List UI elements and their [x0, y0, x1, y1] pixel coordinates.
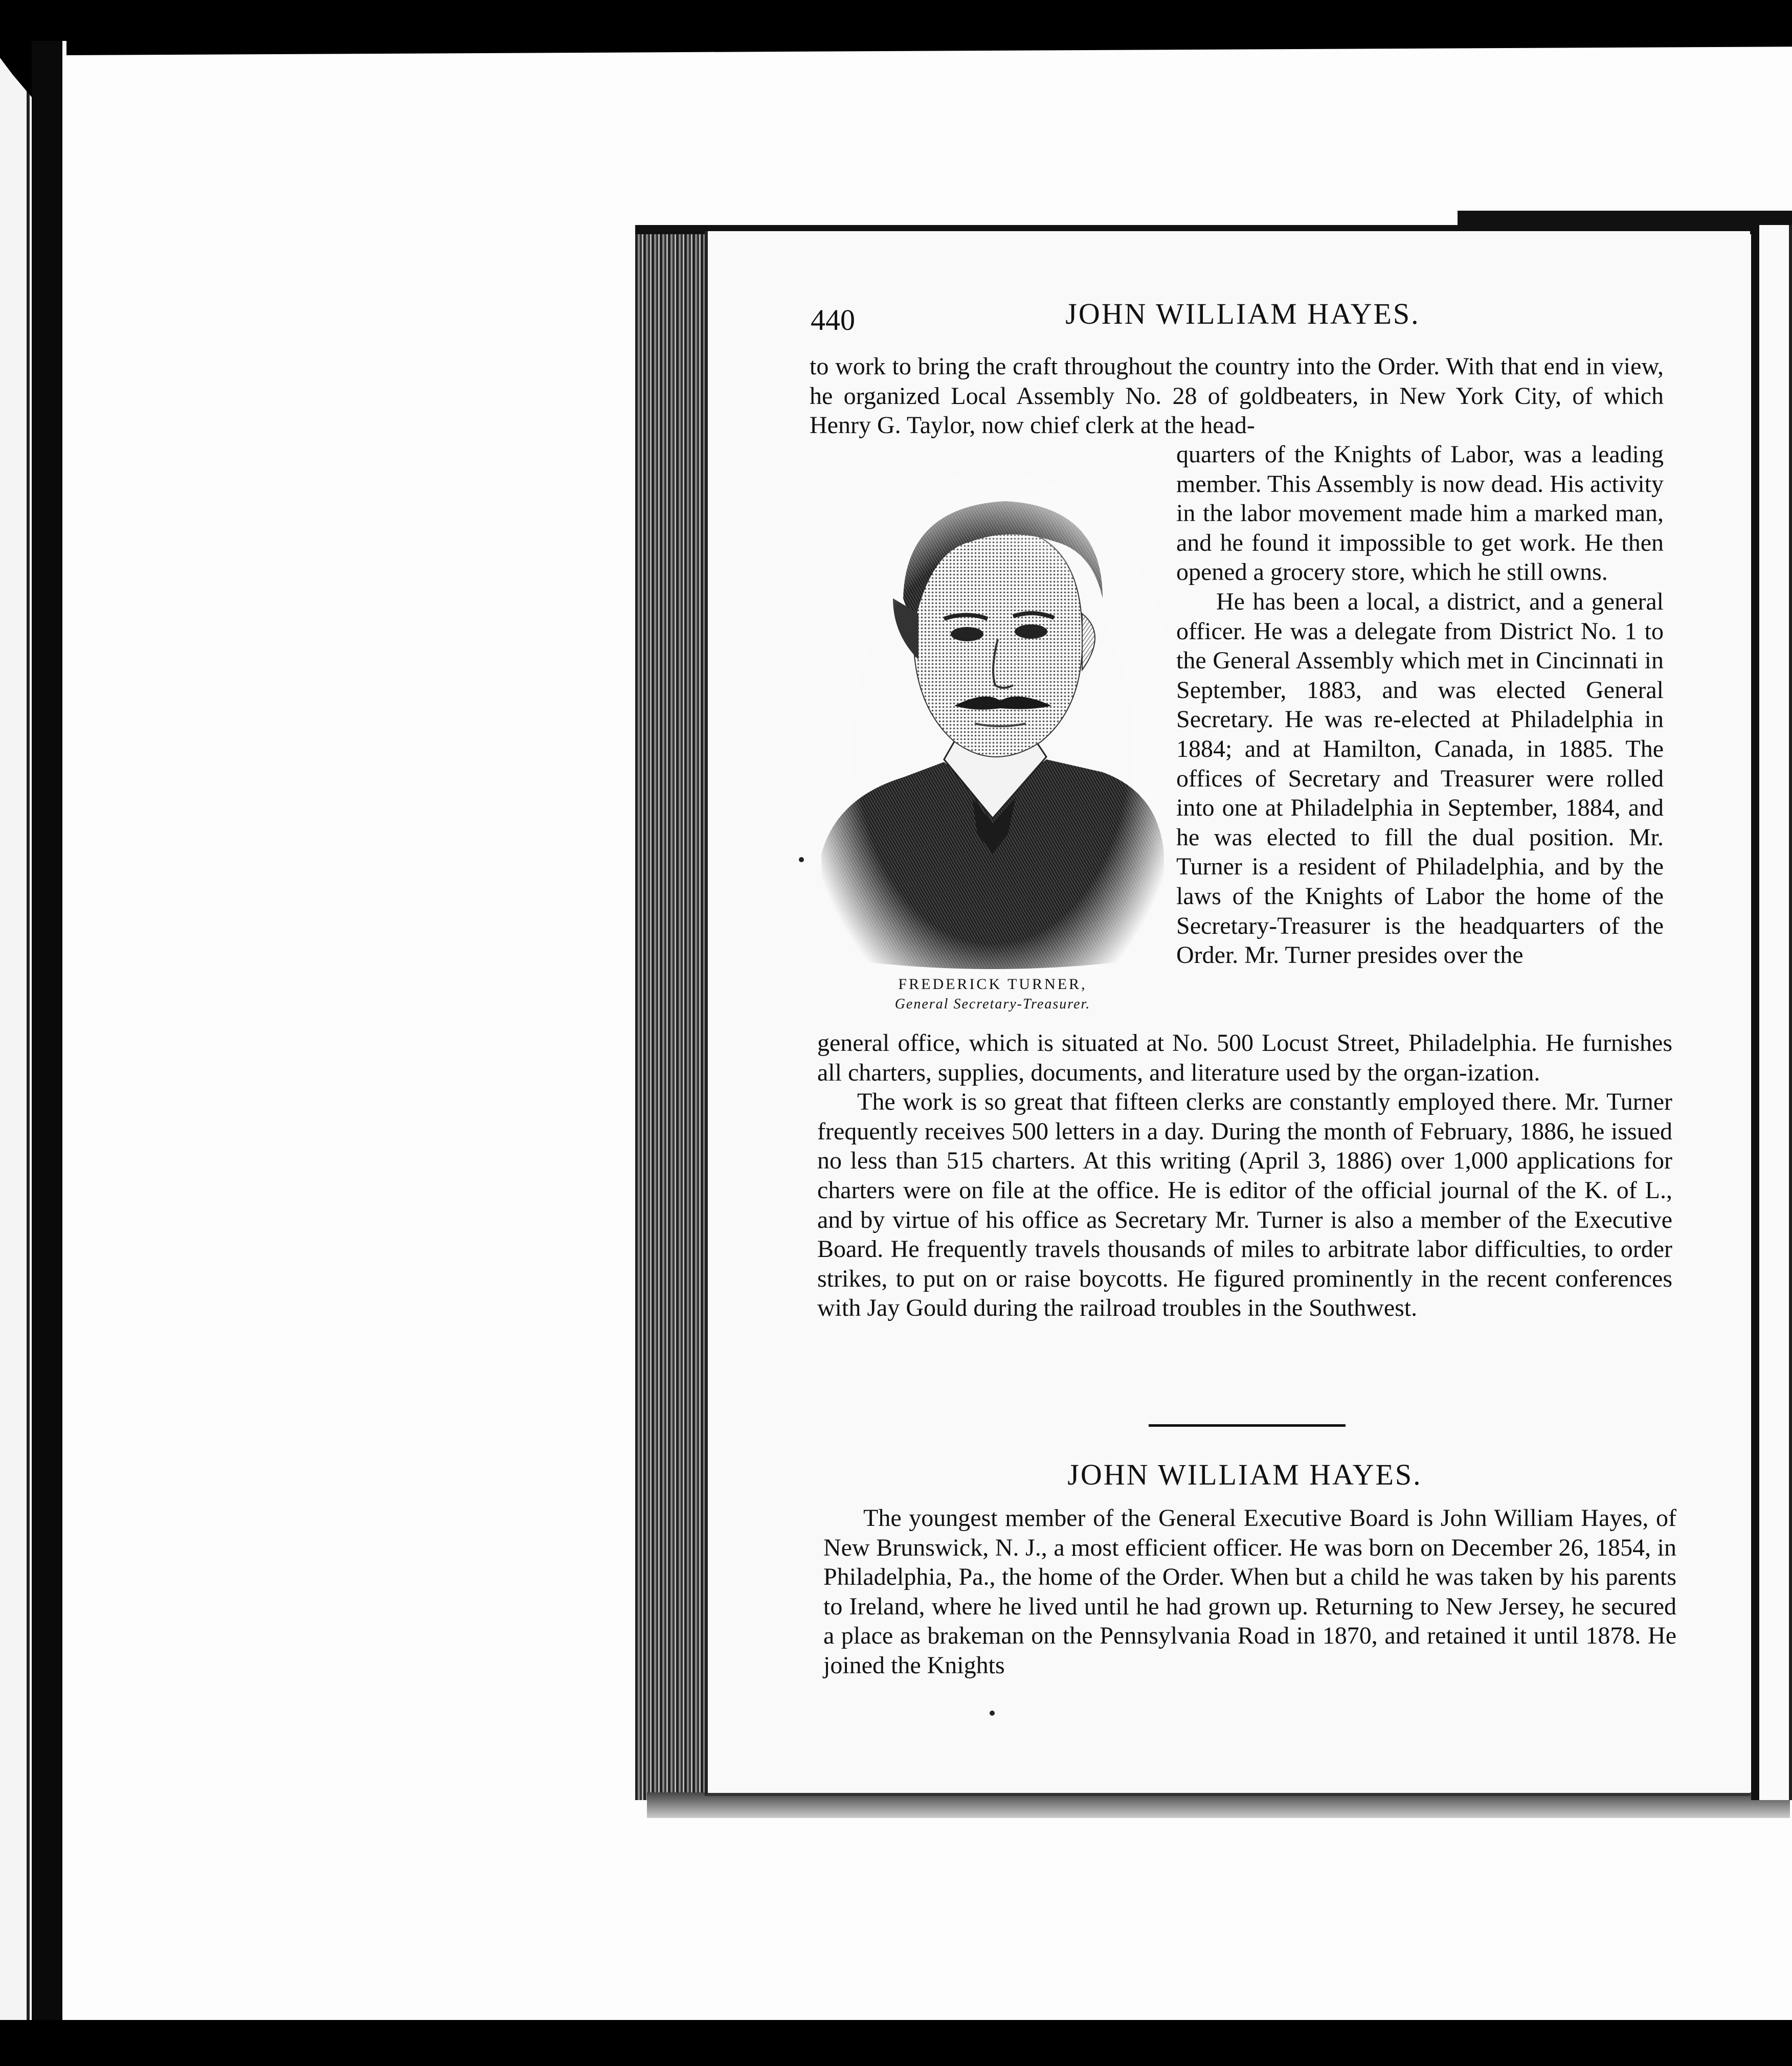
wrapped-text-column	[1176, 440, 1664, 970]
caption-title: General Secretary-Treasurer.	[894, 996, 1091, 1012]
intro-paragraph-text: to work to bring the craft throughout the country into the Order. With that end in view, he organized Local Assembly No. 28 of goldbeaters, in New York City, of which Henry G. Taylor, now chief clerk at the head-	[810, 353, 1664, 439]
book-bottom-shadow	[647, 1792, 1790, 1818]
film-border-left	[32, 41, 62, 2020]
adjacent-page-edge	[1751, 225, 1792, 1800]
section-title: JOHN WILLIAM HAYES.	[1067, 1458, 1422, 1491]
film-border-top-edge	[66, 41, 1792, 55]
film-margin-left	[0, 41, 30, 2020]
caption-name: FREDERICK TURNER,	[898, 976, 1087, 993]
page-number: 440	[811, 303, 855, 336]
running-title: JOHN WILLIAM HAYES.	[1065, 297, 1420, 330]
speck-mark	[799, 857, 804, 862]
film-border-top	[0, 0, 1792, 41]
running-head	[811, 297, 1675, 338]
portrait-caption	[816, 976, 1169, 1013]
section-body	[823, 1503, 1676, 1680]
section-paragraph: The youngest member of the General Executive Board is John William Hayes, of New Brunswick, N. J., a most efficient officer. He was born on December 26, 1854, in Philadelphia, Pa., the home of the Order. When but a child he was taken by his parents to Ireland, where he lived until he had grown up. Returning to New Jersey, he secured a place as brakeman on the Pennsylvania Road in 1870, and retained it until 1878. He joined the Knights	[823, 1504, 1676, 1679]
body-text-lower	[817, 1028, 1672, 1323]
work-paragraph: The work is so great that fifteen clerks are constantly employed there. Mr. Turner frequently receives 500 letters in a day. During the month of February, 1886, he issued no less than 515 charters. At this writing (April 3, 1886) over 1,000 applications for charters were on file at the office. He is editor of the official journal of the K. of L., and by virtue of his office as Secretary Mr. Turner is also a member of the Executive Board. He frequently travels thousands of miles to arbitrate labor difficulties, to order strikes, to put on or raise boycotts. He figured prominently in the recent conferences with Jay Gould during the railroad troubles in the Southwest.	[817, 1088, 1672, 1322]
intro-paragraph	[810, 352, 1664, 440]
film-border-bottom	[0, 2020, 1792, 2066]
portrait-engraving	[816, 465, 1169, 977]
section-divider	[1149, 1424, 1346, 1427]
speck-mark	[990, 1711, 995, 1716]
wrap-paragraph-2: He has been a local, a district, and a general officer. He was a delegate from District No. 1 to the General Assembly which met in Cincinnati in September, 1883, and was elected General Secretary. He was re-elected at Philadelphia in 1884; and at Hamilton, Canada, in 1885. The offices of Secretary and Treasurer were rolled into one at Philadelphia in September, 1884, and he was elected to fill the dual position. Mr. Turner is a resident of Philadelphia, and by the laws of the Knights of Labor the home of the Secretary-Treasurer is the headquarters of the Order. Mr. Turner presides over the	[1176, 588, 1664, 969]
wrap-paragraph-1: quarters of the Knights of Labor, was a leading member. This Assembly is now dead. His activity in the labor movement made him a marked man, and he found it impossible to get work. He then opened a grocery store, which he still owns.	[1176, 441, 1664, 586]
book-top-edge-right	[1458, 211, 1792, 226]
continued-paragraph: general office, which is situated at No. 500 Locust Street, Philadelphia. He furnishes all charters, supplies, documents, and literature used by the organ-ization.	[817, 1029, 1672, 1086]
